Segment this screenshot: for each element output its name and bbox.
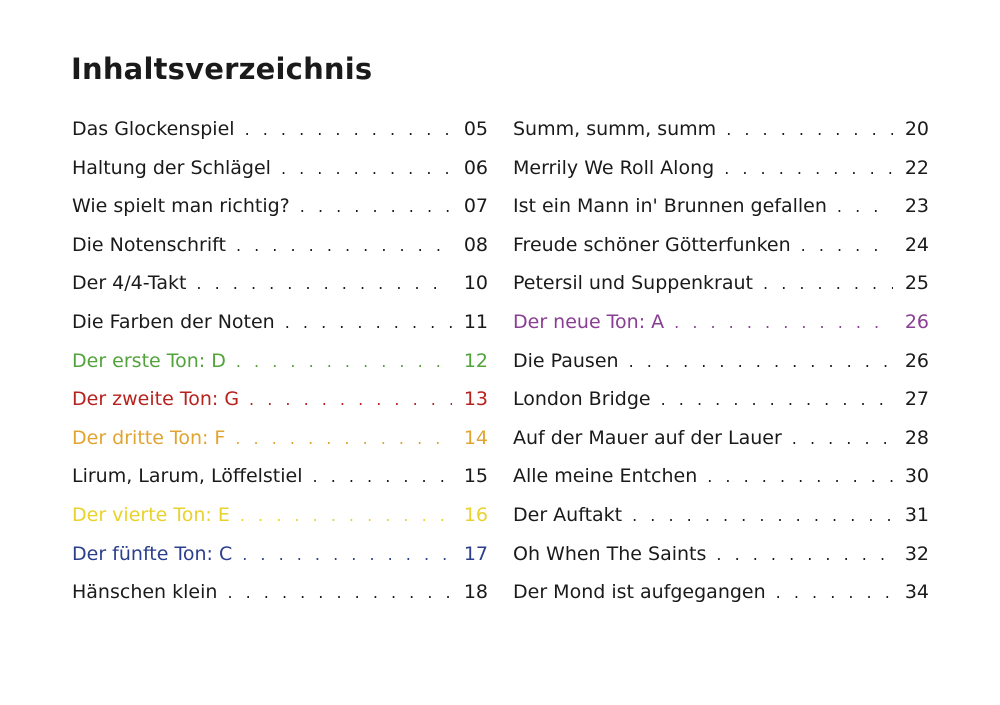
toc-dot-leader — [236, 343, 452, 382]
toc-entry-page-number: 26 — [904, 310, 929, 333]
toc-entry-page-number: 22 — [904, 156, 929, 179]
toc-dot-leader — [801, 227, 893, 266]
toc-entry-page-number: 23 — [904, 195, 929, 218]
toc-dot-leader — [300, 188, 452, 227]
toc-entry-page-number: 18 — [463, 581, 488, 604]
toc-entry-title: Der fünfte Ton: C — [72, 542, 233, 565]
toc-entry-page-number: 34 — [904, 581, 929, 604]
toc-entry[interactable] — [513, 110, 929, 149]
toc-entry-page-number: 14 — [463, 426, 488, 449]
toc-entry[interactable] — [513, 535, 929, 574]
toc-entry-title: Auf der Mauer auf der Lauer — [513, 426, 782, 449]
toc-entry-title: Der zweite Ton: G — [72, 388, 240, 411]
toc-entry-title: Oh When The Saints — [513, 542, 707, 565]
toc-column-right — [513, 110, 929, 612]
toc-entry[interactable] — [513, 419, 929, 458]
toc-entry-page-number: 10 — [463, 272, 488, 295]
toc-entry-page-number: 25 — [904, 272, 929, 295]
toc-entry-title: Der Auftakt — [513, 503, 623, 526]
toc-entry-title: Ist ein Mann in' Brunnen gefallen — [513, 195, 827, 218]
toc-entry-page-number: 11 — [463, 310, 488, 333]
toc-entry-title: Lirum, Larum, Löffelstiel — [72, 465, 303, 488]
page-title: Inhaltsverzeichnis — [71, 52, 373, 86]
toc-entry-page-number: 13 — [463, 388, 488, 411]
toc-entry-page-number: 30 — [904, 465, 929, 488]
toc-entry[interactable] — [72, 187, 488, 226]
toc-entry-page-number: 06 — [463, 156, 488, 179]
toc-dot-leader — [281, 150, 452, 189]
toc-dot-leader — [716, 536, 893, 575]
toc-dot-leader — [629, 343, 893, 382]
toc-entry[interactable] — [513, 342, 929, 381]
toc-entry-title: Haltung der Schlägel — [72, 156, 271, 179]
toc-entry[interactable] — [72, 342, 488, 381]
toc-entry-page-number: 31 — [904, 503, 929, 526]
toc-dot-leader — [792, 420, 893, 459]
toc-entry-title: Die Notenschrift — [72, 233, 226, 256]
toc-entry-title: Das Glockenspiel — [72, 118, 235, 140]
toc-entry[interactable] — [513, 226, 929, 265]
toc-entry-page-number: 32 — [904, 542, 929, 565]
toc-entry-page-number: 05 — [463, 118, 488, 140]
toc-entry[interactable] — [72, 380, 488, 419]
toc-dot-leader — [236, 227, 452, 266]
toc-entry-page-number: 17 — [463, 542, 488, 565]
toc-entry-title: Die Farben der Noten — [72, 310, 275, 333]
toc-entry[interactable] — [513, 380, 929, 419]
toc-entry-title: Hänschen klein — [72, 581, 218, 604]
toc-entry[interactable] — [72, 226, 488, 265]
toc-dot-leader — [240, 497, 452, 536]
toc-entry-page-number: 27 — [904, 388, 929, 411]
toc-entry[interactable] — [72, 573, 488, 612]
toc-entry[interactable] — [513, 496, 929, 535]
toc-entry-title: Alle meine Entchen — [513, 465, 698, 488]
toc-entry[interactable] — [513, 264, 929, 303]
toc-entry-title: Freude schöner Götterfunken — [513, 233, 791, 256]
toc-entry-title: Die Pausen — [513, 349, 619, 372]
toc-dot-leader — [249, 381, 452, 420]
toc-entry-page-number: 24 — [904, 233, 929, 256]
toc-entry[interactable] — [72, 496, 488, 535]
toc-dot-leader — [632, 497, 893, 536]
toc-entry-title: Petersil und Suppenkraut — [513, 272, 754, 295]
toc-entry-page-number: 07 — [463, 195, 488, 218]
toc-column-left — [72, 110, 488, 612]
toc-entry[interactable] — [513, 457, 929, 496]
toc-entry[interactable] — [513, 573, 929, 612]
toc-dot-leader — [245, 111, 452, 150]
toc-entry-title: London Bridge — [513, 388, 651, 411]
toc-dot-leader — [707, 458, 893, 497]
toc-entry-page-number: 12 — [463, 349, 488, 372]
toc-entry-title: Der dritte Ton: F — [72, 426, 226, 449]
toc-dot-leader — [196, 265, 452, 304]
toc-entry-title: Der erste Ton: D — [72, 349, 226, 372]
toc-entry-page-number: 20 — [904, 118, 929, 140]
toc-entry[interactable] — [513, 303, 929, 342]
toc-entry-page-number: 08 — [463, 233, 488, 256]
toc-dot-leader — [227, 574, 452, 613]
toc-dot-leader — [313, 458, 452, 497]
toc-dot-leader — [776, 574, 893, 613]
toc-entry-title: Der 4/4-Takt — [72, 272, 187, 295]
toc-dot-leader — [661, 381, 893, 420]
toc-entry-title: Summ, summ, summ — [513, 118, 717, 140]
toc-dot-leader — [763, 265, 893, 304]
toc-entry-page-number: 28 — [904, 426, 929, 449]
toc-entry-title: Wie spielt man richtig? — [72, 195, 290, 218]
toc-entry-page-number: 26 — [904, 349, 929, 372]
toc-entry[interactable] — [72, 535, 488, 574]
toc-entry[interactable] — [72, 149, 488, 188]
toc-entry[interactable] — [72, 110, 488, 149]
toc-entry[interactable] — [72, 419, 488, 458]
toc-dot-leader — [726, 111, 893, 150]
toc-entry-title: Der vierte Ton: E — [72, 503, 230, 526]
toc-entry[interactable] — [72, 303, 488, 342]
toc-entry-page-number: 16 — [463, 503, 488, 526]
toc-entry[interactable] — [513, 149, 929, 188]
toc-entry-title: Der Mond ist aufgegangen — [513, 581, 766, 604]
toc-entry-title: Merrily We Roll Along — [513, 156, 715, 179]
toc-dot-leader — [837, 188, 893, 227]
toc-dot-leader — [242, 536, 452, 575]
toc-entry[interactable] — [513, 187, 929, 226]
toc-dot-leader — [674, 304, 893, 343]
toc-dot-leader — [235, 420, 452, 459]
toc-entry-title: Der neue Ton: A — [513, 310, 665, 333]
toc-dot-leader — [285, 304, 452, 343]
toc-dot-leader — [724, 150, 893, 189]
toc-entry[interactable] — [72, 264, 488, 303]
toc-entry[interactable] — [72, 457, 488, 496]
toc-entry-page-number: 15 — [463, 465, 488, 488]
